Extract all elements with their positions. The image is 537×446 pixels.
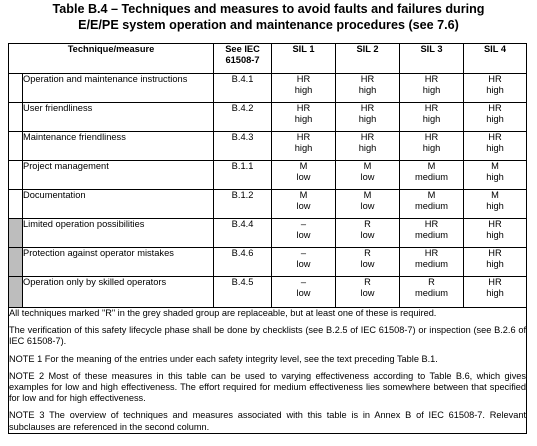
recommendation: – bbox=[300, 248, 307, 258]
table-row bbox=[9, 74, 527, 103]
table-row bbox=[9, 277, 527, 308]
reference-cell: B.1.2 bbox=[214, 190, 272, 219]
table-title-line-1: Table B.4 – Techniques and measures to avoid faults and failures during bbox=[52, 2, 485, 16]
effectiveness: low bbox=[360, 172, 375, 183]
effectiveness: medium bbox=[414, 172, 449, 183]
sil2-cell bbox=[336, 132, 400, 161]
recommendation: HR bbox=[424, 132, 439, 142]
sil1-cell bbox=[272, 248, 336, 277]
effectiveness: high bbox=[358, 143, 377, 154]
reference-cell: B.4.2 bbox=[214, 103, 272, 132]
table-title-line-2: E/E/PE system operation and maintenance procedures (see 7.6) bbox=[78, 17, 459, 32]
header-technique: Technique/measure bbox=[9, 44, 214, 74]
header-sil4: SIL 4 bbox=[464, 44, 527, 74]
recommendation: HR bbox=[488, 103, 502, 113]
recommendation: – bbox=[300, 277, 307, 287]
recommendation: HR bbox=[360, 74, 375, 84]
sil4-cell bbox=[464, 74, 527, 103]
sil3-cell bbox=[400, 103, 464, 132]
recommendation: HR bbox=[488, 74, 502, 84]
sil4-cell bbox=[464, 132, 527, 161]
sil2-cell bbox=[336, 248, 400, 277]
sil2-cell bbox=[336, 219, 400, 248]
table-row bbox=[9, 190, 527, 219]
recommendation: HR bbox=[424, 74, 439, 84]
technique-cell: Project management bbox=[23, 161, 214, 190]
effectiveness: high bbox=[486, 201, 504, 212]
effectiveness: high bbox=[294, 143, 313, 154]
header-sil1: SIL 1 bbox=[272, 44, 336, 74]
sil1-cell bbox=[272, 161, 336, 190]
sil1-cell bbox=[272, 190, 336, 219]
recommendation: M bbox=[363, 161, 372, 171]
header-see: See IEC 61508-7 bbox=[214, 44, 272, 74]
recommendation: M bbox=[299, 190, 308, 200]
sil4-cell bbox=[464, 248, 527, 277]
effectiveness: high bbox=[422, 114, 441, 125]
sil4-cell bbox=[464, 103, 527, 132]
table-row bbox=[9, 219, 527, 248]
effectiveness: low bbox=[296, 230, 311, 241]
sil2-cell bbox=[336, 277, 400, 308]
effectiveness: high bbox=[486, 172, 504, 183]
recommendation: HR bbox=[360, 132, 375, 142]
reference-cell: B.4.6 bbox=[214, 248, 272, 277]
effectiveness: low bbox=[296, 201, 311, 212]
recommendation: R bbox=[364, 219, 371, 229]
sil1-cell bbox=[272, 103, 336, 132]
sil3-cell bbox=[400, 219, 464, 248]
table-row bbox=[9, 161, 527, 190]
recommendation: M bbox=[363, 190, 372, 200]
effectiveness: high bbox=[294, 85, 313, 96]
recommendation: HR bbox=[488, 132, 502, 142]
effectiveness: high bbox=[486, 85, 504, 96]
effectiveness: high bbox=[486, 259, 504, 270]
sil1-cell bbox=[272, 132, 336, 161]
group-marker bbox=[9, 132, 23, 161]
header-row bbox=[9, 44, 527, 74]
recommendation: HR bbox=[488, 277, 502, 287]
grey-group-marker bbox=[9, 277, 23, 308]
sil3-cell bbox=[400, 277, 464, 308]
recommendation: HR bbox=[488, 219, 502, 229]
effectiveness: high bbox=[486, 230, 504, 241]
techniques-table bbox=[8, 43, 527, 434]
sil4-cell bbox=[464, 219, 527, 248]
sil3-cell bbox=[400, 132, 464, 161]
grey-group-marker bbox=[9, 219, 23, 248]
technique-cell: User friendliness bbox=[23, 103, 214, 132]
recommendation: HR bbox=[296, 132, 311, 142]
sil2-cell bbox=[336, 190, 400, 219]
technique-cell: Limited operation possibilities bbox=[23, 219, 214, 248]
recommendation: HR bbox=[424, 219, 439, 229]
sil3-cell bbox=[400, 161, 464, 190]
effectiveness: low bbox=[360, 288, 375, 299]
recommendation: M bbox=[299, 161, 308, 171]
group-marker bbox=[9, 74, 23, 103]
effectiveness: medium bbox=[414, 259, 449, 270]
effectiveness: low bbox=[296, 259, 311, 270]
recommendation: R bbox=[428, 277, 435, 287]
note-1: NOTE 1 For the meaning of the entries under each safety integrity level, see the text preceding Table B.1. bbox=[9, 353, 438, 364]
recommendation: R bbox=[364, 277, 371, 287]
sil1-cell bbox=[272, 219, 336, 248]
effectiveness: high bbox=[422, 85, 441, 96]
effectiveness: high bbox=[358, 114, 377, 125]
sil4-cell bbox=[464, 161, 527, 190]
header-sil2: SIL 2 bbox=[336, 44, 400, 74]
sil4-cell bbox=[464, 277, 527, 308]
sil2-cell bbox=[336, 161, 400, 190]
effectiveness: high bbox=[486, 288, 504, 299]
notes-cell bbox=[9, 308, 527, 434]
group-marker bbox=[9, 190, 23, 219]
technique-cell: Protection against operator mistakes bbox=[23, 248, 214, 277]
technique-cell: Operation and maintenance instructions bbox=[23, 74, 214, 103]
sil3-cell bbox=[400, 190, 464, 219]
recommendation: HR bbox=[360, 103, 375, 113]
effectiveness: medium bbox=[414, 230, 449, 241]
recommendation: M bbox=[491, 190, 499, 200]
effectiveness: low bbox=[360, 230, 375, 241]
sil3-cell bbox=[400, 248, 464, 277]
reference-cell: B.1.1 bbox=[214, 161, 272, 190]
recommendation: M bbox=[427, 190, 436, 200]
recommendation: HR bbox=[296, 103, 311, 113]
recommendation: M bbox=[427, 161, 436, 171]
recommendation: HR bbox=[488, 248, 502, 258]
recommendation: M bbox=[491, 161, 499, 171]
table-row bbox=[9, 103, 527, 132]
table-title bbox=[0, 2, 537, 33]
recommendation: R bbox=[364, 248, 371, 258]
note-replaceable: All techniques marked "R" in the grey shaded group are replaceable, but at least one of these is required. bbox=[9, 308, 437, 318]
effectiveness: high bbox=[486, 114, 504, 125]
technique-cell: Operation only by skilled operators bbox=[23, 277, 214, 308]
notes-row bbox=[9, 308, 527, 434]
sil1-cell bbox=[272, 74, 336, 103]
sil1-cell bbox=[272, 277, 336, 308]
reference-cell: B.4.5 bbox=[214, 277, 272, 308]
reference-cell: B.4.4 bbox=[214, 219, 272, 248]
effectiveness: high bbox=[486, 143, 504, 154]
sil4-cell bbox=[464, 190, 527, 219]
effectiveness: low bbox=[296, 172, 311, 183]
note-verification: The verification of this safety lifecycle phase shall be done by checklists (see B.2.5 of IEC 61508-7) or inspection (see B.2.6 of IEC 61508-7). bbox=[9, 325, 527, 347]
reference-cell: B.4.3 bbox=[214, 132, 272, 161]
recommendation: – bbox=[300, 219, 307, 229]
effectiveness: low bbox=[360, 259, 375, 270]
technique-cell: Documentation bbox=[23, 190, 214, 219]
table-row bbox=[9, 132, 527, 161]
grey-group-marker bbox=[9, 248, 23, 277]
effectiveness: medium bbox=[414, 201, 449, 212]
effectiveness: high bbox=[422, 143, 441, 154]
sil2-cell bbox=[336, 103, 400, 132]
table-row bbox=[9, 248, 527, 277]
technique-cell: Maintenance friendliness bbox=[23, 132, 214, 161]
effectiveness: high bbox=[358, 85, 377, 96]
reference-cell: B.4.1 bbox=[214, 74, 272, 103]
recommendation: HR bbox=[296, 74, 311, 84]
note-2: NOTE 2 Most of these measures in this table can be used to varying effectiveness according to Table B.6, which gives examples for low and high effectiveness. The effort required for medium effectiveness lies somewhere between that specified for low and for high effectiveness. bbox=[9, 370, 527, 404]
header-sil3: SIL 3 bbox=[400, 44, 464, 74]
group-marker bbox=[9, 103, 23, 132]
effectiveness: low bbox=[360, 201, 375, 212]
recommendation: HR bbox=[424, 103, 439, 113]
recommendation: HR bbox=[424, 248, 439, 258]
effectiveness: medium bbox=[414, 288, 449, 299]
effectiveness: low bbox=[296, 288, 311, 299]
sil3-cell bbox=[400, 74, 464, 103]
effectiveness: high bbox=[294, 114, 313, 125]
group-marker bbox=[9, 161, 23, 190]
note-3: NOTE 3 The overview of techniques and measures associated with this table is in Annex B of IEC 61508-7. Relevant subclauses are referenced in the second column. bbox=[9, 410, 527, 432]
sil2-cell bbox=[336, 74, 400, 103]
